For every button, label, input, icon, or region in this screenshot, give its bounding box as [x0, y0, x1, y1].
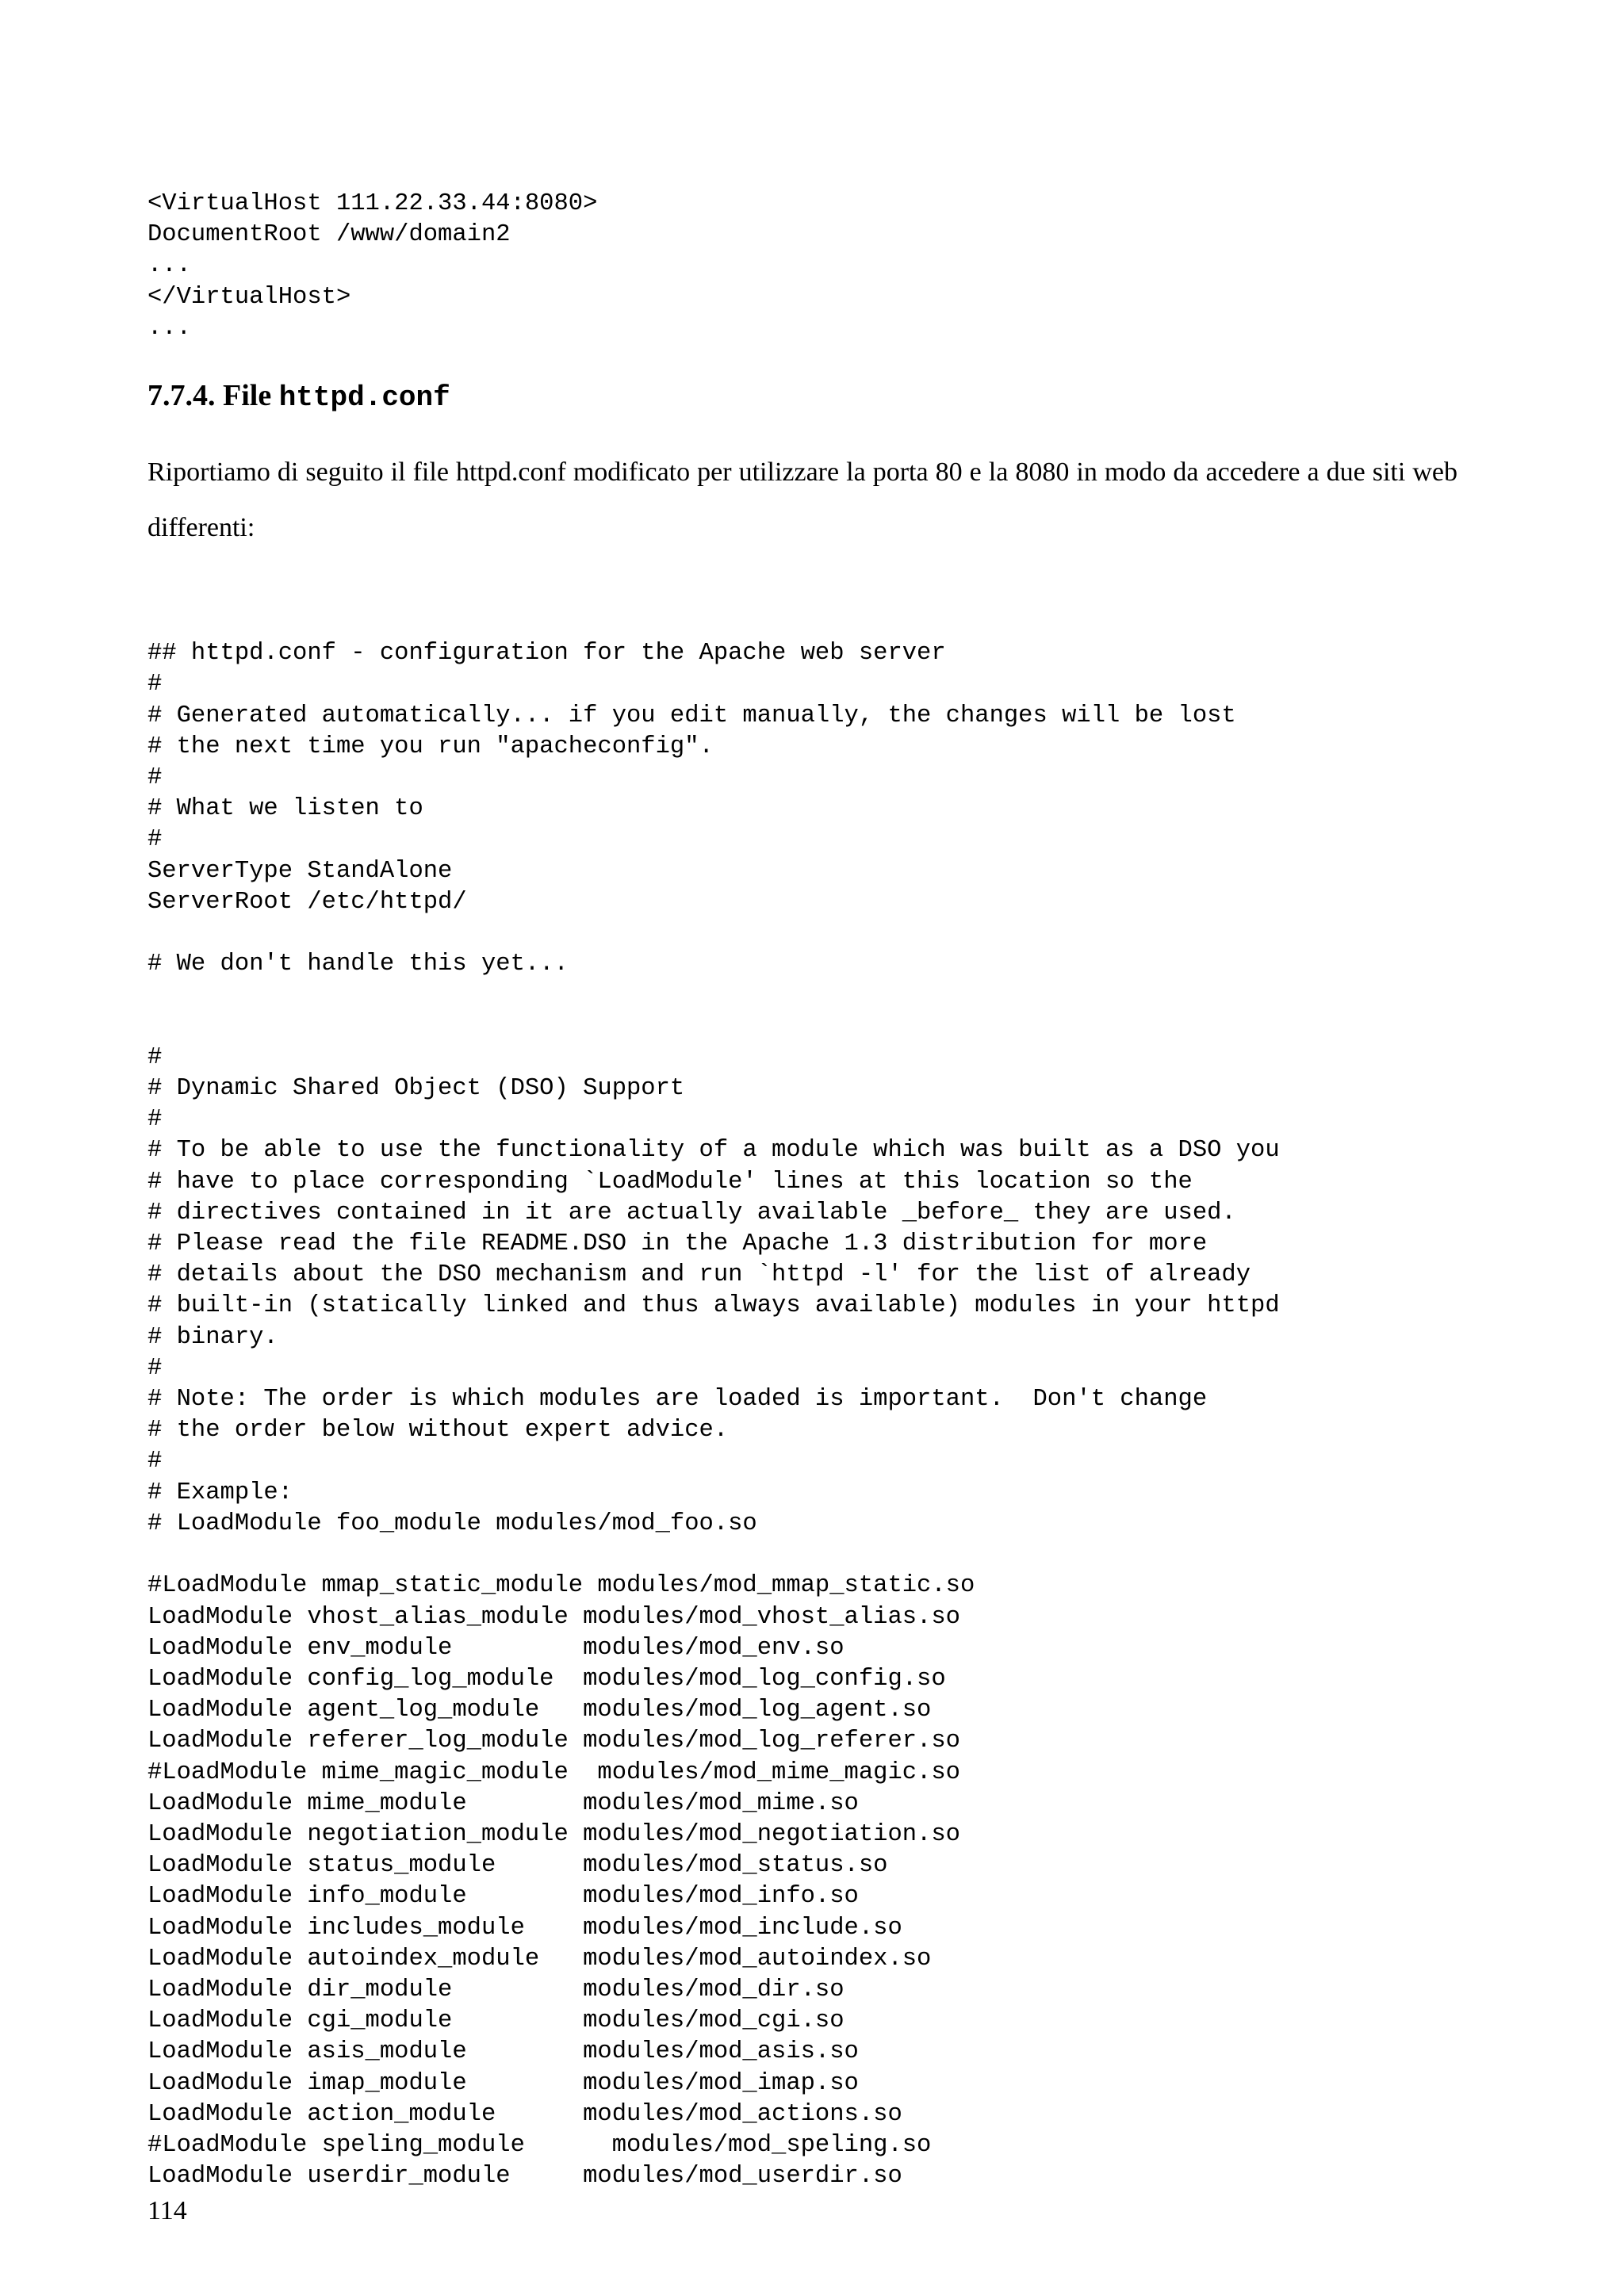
code-line: # — [147, 826, 163, 854]
code-line — [147, 918, 1457, 949]
code-line: # Please read the file README.DSO in the Apache 1.3 distribution for more — [147, 1230, 1208, 1258]
code-line: DocumentRoot /www/domain2 — [147, 221, 511, 249]
code-line: # details about the DSO mechanism and run `httpd -l' for the list of already — [147, 1261, 1251, 1289]
code-line: ... — [147, 252, 191, 280]
code-line: # We don't handle this yet... — [147, 951, 569, 978]
code-line: ServerType StandAlone — [147, 857, 453, 885]
code-line: # Note: The order is which modules are loaded is important. Don't change — [147, 1386, 1208, 1414]
section-heading-number: 7.7.4. File — [147, 379, 272, 413]
code-line: LoadModule mime_module modules/mod_mime.so — [147, 1789, 859, 1817]
code-line: LoadModule referer_log_module modules/mod_log_referer.so — [147, 1728, 960, 1755]
code-line: # Dynamic Shared Object (DSO) Support — [147, 1075, 685, 1103]
code-line: # the order below without expert advice. — [147, 1417, 729, 1445]
code-line: LoadModule asis_module modules/mod_asis.so — [147, 2038, 859, 2066]
code-line: # Example: — [147, 1479, 293, 1506]
code-line: # binary. — [147, 1323, 278, 1351]
code-line: # To be able to use the functionality of a module which was built as a DSO you — [147, 1137, 1280, 1165]
code-line: LoadModule vhost_alias_module modules/mod_vhost_alias.so — [147, 1603, 960, 1631]
code-line: LoadModule info_module modules/mod_info.so — [147, 1883, 859, 1911]
code-line: #LoadModule mmap_static_module modules/mod_mmap_static.so — [147, 1572, 975, 1600]
code-line: LoadModule imap_module modules/mod_imap.so — [147, 2069, 859, 2097]
code-line: ServerRoot /etc/httpd/ — [147, 888, 467, 916]
code-line: # Generated automatically... if you edit manually, the changes will be lost — [147, 702, 1236, 729]
code-line: LoadModule cgi_module modules/mod_cgi.so — [147, 2007, 845, 2035]
code-line: ... — [147, 314, 191, 342]
intro-paragraph: Riportiamo di seguito il file httpd.conf modificato per utilizzare la porta 80 e la 8080 in modo da accedere a due siti web differenti: — [147, 457, 1457, 543]
code-line: # What we listen to — [147, 795, 423, 823]
code-line: # the next time you run "apacheconfig". — [147, 733, 714, 760]
code-line — [147, 1012, 1457, 1043]
code-line: # — [147, 1354, 163, 1382]
code-line: #LoadModule mime_magic_module modules/mod_mime_magic.so — [147, 1758, 960, 1786]
code-line: #LoadModule speling_module modules/mod_speling.so — [147, 2131, 932, 2159]
section-heading — [147, 378, 1457, 415]
code-line — [147, 1540, 1457, 1571]
virtualhost-code-block — [147, 189, 1457, 344]
code-line: </VirtualHost> — [147, 283, 351, 311]
page-number: 114 — [147, 2196, 187, 2225]
code-line: ## httpd.conf - configuration for the Apache web server — [147, 640, 946, 668]
code-line: LoadModule agent_log_module modules/mod_log_agent.so — [147, 1697, 932, 1724]
httpd-conf-code-block — [147, 638, 1457, 2192]
code-line: LoadModule includes_module modules/mod_include.so — [147, 1914, 902, 1942]
code-line: LoadModule autoindex_module modules/mod_autoindex.so — [147, 1945, 932, 1973]
code-line: LoadModule status_module modules/mod_status.so — [147, 1852, 888, 1880]
code-line: # — [147, 1043, 163, 1071]
section-heading-filename: httpd.conf — [278, 381, 450, 415]
code-line: # — [147, 671, 163, 698]
code-line: # LoadModule foo_module modules/mod_foo.so — [147, 1510, 757, 1537]
code-line: # built-in (statically linked and thus always available) modules in your httpd — [147, 1292, 1280, 1320]
code-line: # have to place corresponding `LoadModule' lines at this location so the — [147, 1168, 1193, 1196]
code-line: # directives contained in it are actually available _before_ they are used. — [147, 1199, 1236, 1226]
code-line: LoadModule dir_module modules/mod_dir.so — [147, 1976, 845, 2003]
code-line: # — [147, 764, 163, 792]
code-line: LoadModule negotiation_module modules/mod_negotiation.so — [147, 1820, 960, 1848]
code-line: LoadModule config_log_module modules/mod_log_config.so — [147, 1665, 946, 1693]
page-content — [147, 0, 1457, 2217]
code-line: LoadModule env_module modules/mod_env.so — [147, 1634, 845, 1662]
code-line: # — [147, 1448, 163, 1475]
code-line: <VirtualHost 111.22.33.44:8080> — [147, 190, 598, 217]
code-line: LoadModule userdir_module modules/mod_userdir.so — [147, 2163, 902, 2191]
code-line: # — [147, 1106, 163, 1134]
code-line — [147, 980, 1457, 1011]
code-line: LoadModule action_module modules/mod_actions.so — [147, 2100, 902, 2128]
